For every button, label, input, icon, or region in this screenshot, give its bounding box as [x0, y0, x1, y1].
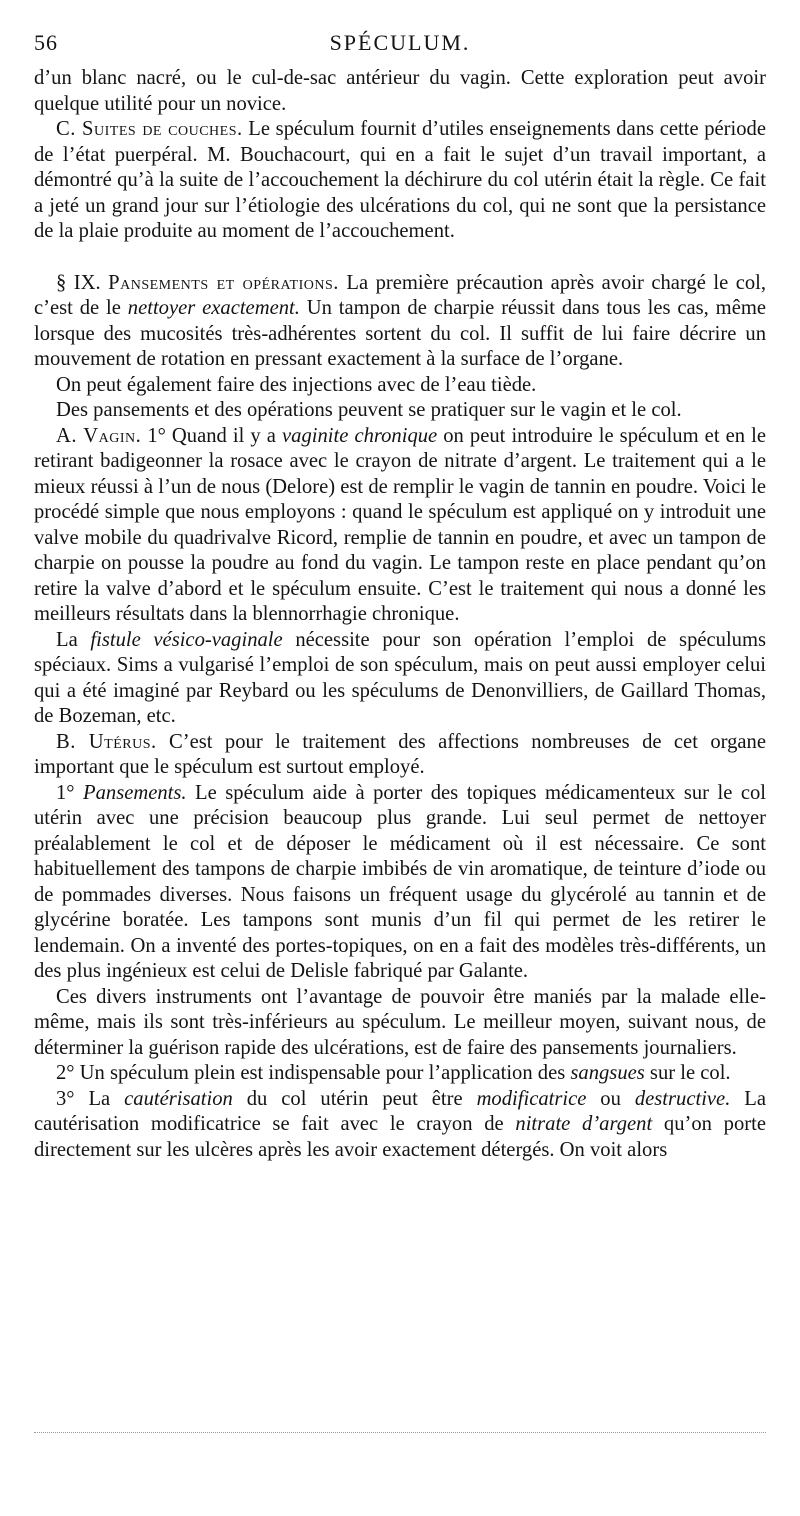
paragraph-6-text-a: 1° Quand il y a — [141, 424, 283, 447]
running-title: SPÉCULUM. — [329, 30, 471, 55]
paragraph-3-text-b: Un tampon de charpie réussit dans tous les cas, même lorsque des mucosités très-adhérentes sortent du col. Il suffit de lui faire décrire un mouvement de rotation en pressant exactement à la surface de l’organe. — [34, 297, 766, 370]
paragraph-12-text-a: 3° La — [56, 1087, 125, 1110]
paragraph-fistule — [34, 628, 766, 730]
body-text — [34, 66, 766, 1163]
section-label-suites-de-couches: C. Suites de couches. — [56, 118, 243, 140]
paragraph-11-text-a: 2° Un spéculum plein est indispensable pour l’application des — [56, 1062, 571, 1084]
paragraph-injections — [34, 373, 766, 399]
section-label-vagin: A. Vagin. — [56, 424, 142, 447]
emphasis-vaginite: vaginite chronique — [282, 424, 438, 447]
paragraph-5-text: Des pansements et des opérations peuvent se pratiquer sur le vagin et le col. — [56, 399, 682, 421]
footer-dotted-rule — [34, 1432, 766, 1433]
paragraph-12-text-e: qu’on porte directement sur les ulcères après les avoir exactement détergés. On voit alors — [34, 1113, 766, 1161]
emphasis-nitrate: nitrate d’argent — [515, 1113, 653, 1135]
section-gap — [34, 245, 766, 271]
paragraph-sangsues — [34, 1061, 766, 1087]
paragraph-pansements-operations — [34, 271, 766, 373]
paragraph-2-text: Le spéculum fournit d’utiles enseignements dans cette période de l’état puerpéral. M. Bouchacourt, qui en a fait le sujet d’un travail important, a démontré qu’à la suite de l’accouchement la déchirure du col utérin était la règle. Ce fait a jeté un grand jour sur l’étiologie des ulcérations du col, qui ne sont que la persistance de la plaie produite au moment de l’accouchement. — [34, 118, 766, 242]
paragraph-6-text-b: on peut introduire le spéculum et en le retirant badigeonner la rosace avec le crayon de nitrate d’argent. Le traitement qui a le mieux réussi à l’un de nous (Delore) est de remplir le vagin de tannin en poudre. Voici le procédé simple que nous employons : quand le spéculum est appliqué on y introduit une valve mobile du quadrivalve Ricord, remplie de tannin en poudre, et avec un tampon de charpie on pousse la poudre au fond du vagin. Le tampon reste en place pendant qu’on retire la valve d’abord et le spéculum ensuite. C’est le traitement qui nous a donné les meilleurs résultats dans la blennorrhagie chronique. — [34, 424, 766, 625]
paragraph-4-text: On peut également faire des injections avec de l’eau tiède. — [56, 373, 537, 396]
emphasis-pansements: Pansements. — [83, 781, 187, 804]
section-label-uterus: B. Utérus. — [56, 730, 157, 753]
document-page — [34, 26, 766, 1163]
paragraph-8-text: C’est pour le traitement des affections nombreuses de cet organe important que le spéculum est surtout employé. — [34, 730, 766, 778]
page-number: 56 — [34, 30, 58, 55]
paragraph-7-text-a: La — [56, 628, 91, 651]
paragraph-uterus — [34, 730, 766, 781]
paragraph-vagin — [34, 424, 766, 628]
emphasis-modificatrice: modificatrice — [476, 1087, 587, 1110]
section-heading-pansements: Pansements et opérations. — [108, 271, 339, 294]
paragraph-1 — [34, 66, 766, 117]
paragraph-10-text: Ces divers instruments ont l’avantage de pouvoir être maniés par la malade elle-même, mais ils sont très-inférieurs au spéculum. Le meilleur moyen, suivant nous, de déterminer la guérison rapide des ulcérations, est de faire des pansements journaliers. — [34, 985, 766, 1059]
paragraph-3-text-a: La première précaution après avoir chargé le col, c’est de le — [34, 271, 766, 319]
paragraph-pansements — [34, 781, 766, 985]
paragraph-7-text-b: nécessite pour son opération l’emploi de spéculums spéciaux. Sims a vulgarisé l’emploi de son spéculum, mais on peut aussi employer celui qui a été imaginé par Reybard ou les spéculums de Denonvilliers, de Gaillard Thomas, de Bozeman, etc. — [34, 628, 766, 727]
emphasis-fistule: fistule vésico-vaginale — [90, 628, 283, 651]
paragraph-9-text-b: Le spéculum aide à porter des topiques médicamenteux sur le col utérin avec une précision beaucoup plus grande. Lui seul permet de nettoyer préalablement le col et de déposer le médicament où il est nécessaire. Ce sont habituellement des tampons de charpie imbibés de vin aromatique, de teinture d’iode ou de pommades diverses. Nous faisons un fréquent usage du glycérolé au tannin et de glycérine boratée. Les tampons sont munis d’un fil qui permet de les retirer le lendemain. On a inventé des portes-topiques, on en a fait des modèles très-différents, un des plus ingénieux est celui de Delisle fabriqué par Galante. — [34, 781, 766, 982]
paragraph-12-text-c: ou — [586, 1087, 635, 1110]
section-number: § IX. — [56, 271, 101, 294]
paragraph-vagin-col — [34, 398, 766, 424]
paragraph-11-text-b: sur le col. — [644, 1062, 731, 1084]
paragraph-suites-de-couches — [34, 117, 766, 245]
emphasis-destructive: destructive. — [634, 1087, 731, 1110]
emphasis-cauterisation: cautérisation — [124, 1087, 233, 1110]
page-header — [34, 26, 766, 66]
paragraph-12-text-d: La cautérisation modificatrice se fait avec le crayon de — [34, 1087, 767, 1135]
paragraph-cauterisation — [34, 1087, 766, 1164]
paragraph-9-text-a: 1° — [56, 781, 84, 804]
paragraph-instruments — [34, 985, 766, 1062]
paragraph-12-text-b: du col utérin peut être — [232, 1087, 477, 1110]
emphasis-nettoyer: nettoyer exactement. — [127, 297, 300, 319]
paragraph-1-text: d’un blanc nacré, ou le cul-de-sac antérieur du vagin. Cette exploration peut avoir quelque utilité pour un novice. — [34, 67, 766, 115]
emphasis-sangsues: sangsues — [570, 1062, 645, 1084]
